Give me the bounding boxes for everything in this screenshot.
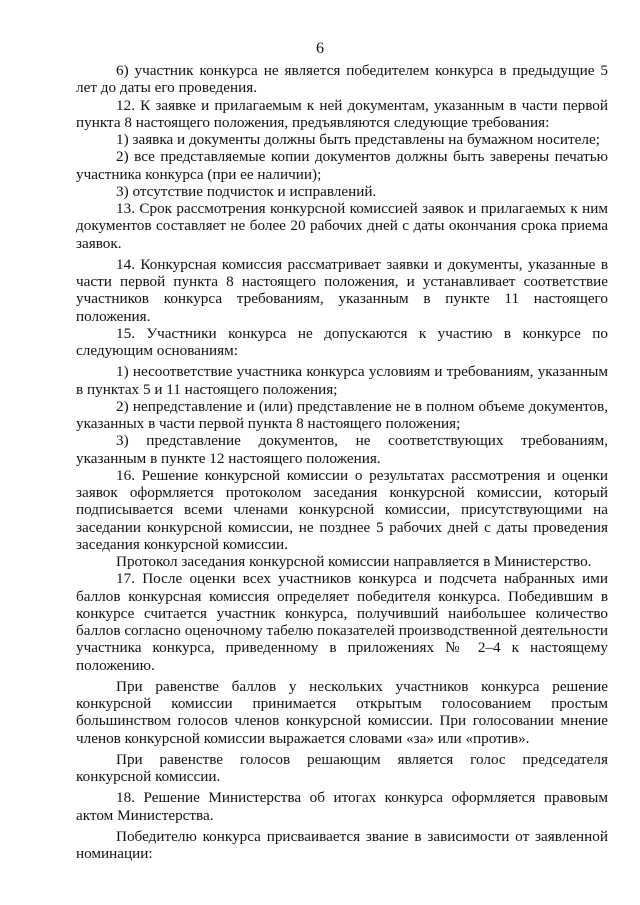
paragraph-6-not-previous-winner: 6) участник конкурса не является победителем конкурса в предыдущие 5 лет до даты его проведения. [76,62,608,97]
paragraph-equal-points: При равенстве баллов у нескольких участников конкурса решение конкурсной комиссии принимается открытым голосованием простым большинством голосов членов конкурсной комиссии. При голосовании мнение членов конкурсной комиссии выражается словами «за» или «против». [76,677,608,747]
paragraph-14-commission-review: 14. Конкурсная комиссия рассматривает заявки и документы, указанные в части первой пункта 8 настоящего положения, и устанавливает соответствие участников конкурса требованиям, указанным в пункте 11 настоящего положения. [76,255,608,325]
paragraph-18-ministry-decision: 18. Решение Министерства об итогах конкурса оформляется правовым актом Министерства. [76,789,608,824]
paragraph-16-commission-protocol: 16. Решение конкурсной комиссии о результатах рассмотрения и оценки заявок оформляется протоколом заседания конкурсной комиссии, который подписывается всеми членами конкурсной комиссии, присутствующими на заседании конкурсной комиссии, не позднее 5 рабочих дней с даты проведения заседания конкурсной комиссии. [76,466,608,553]
paragraph-12-2-certified-copies: 2) все представляемые копии документов должны быть заверены печатью участника конкурса (при ее наличии); [76,148,608,183]
paragraph-winner-title: Победителю конкурса присваивается звание в зависимости от заявленной номинации: [76,827,608,862]
paragraph-15-exclusion-grounds: 15. Участники конкурса не допускаются к участию в конкурсе по следующим основаниям: [76,324,608,359]
paragraph-equal-votes: При равенстве голосов решающим является голос председателя конкурсной комиссии. [76,750,608,785]
document-body [76,62,608,862]
paragraph-15-2-incomplete-documents: 2) непредставление и (или) представление не в полном объеме документов, указанных в части первой пункта 8 настоящего положения; [76,397,608,432]
paragraph-13-review-period: 13. Срок рассмотрения конкурсной комиссией заявок и прилагаемых к ним документов составляет не более 20 рабочих дней с даты окончания срока приема заявок. [76,200,608,252]
paragraph-12-3-no-corrections: 3) отсутствие подчисток и исправлений. [116,182,377,200]
paragraph-15-3-invalid-documents: 3) представление документов, не соответствующих требованиям, указанным в пункте 12 настоящего положения. [76,432,608,467]
paragraph-17-winner-determination: 17. После оценки всех участников конкурса и подсчета набранных ими баллов конкурсная комиссия определяет победителя конкурса. Победившим в конкурсе считается участник конкурса, получивший наибольшее количество баллов согласно оценочному табелю показателей производственной деятельности участника конкурса, приведенному в приложениях № 2–4 к настоящему положению. [76,570,608,674]
paragraph-protocol-sent: Протокол заседания конкурсной комиссии направляется в Министерство. [116,553,592,570]
page-number: 6 [316,40,324,57]
paragraph-12-requirements: 12. К заявке и прилагаемым к ней документам, указанным в части первой пункта 8 настоящего положения, предъявляются следующие требования: [76,96,608,131]
paragraph-15-1-noncompliance: 1) несоответствие участника конкурса условиям и требованиям, указанным в пунктах 5 и 11 настоящего положения; [76,363,608,398]
paragraph-12-1-paper: 1) заявка и документы должны быть представлены на бумажном носителе; [116,131,600,148]
